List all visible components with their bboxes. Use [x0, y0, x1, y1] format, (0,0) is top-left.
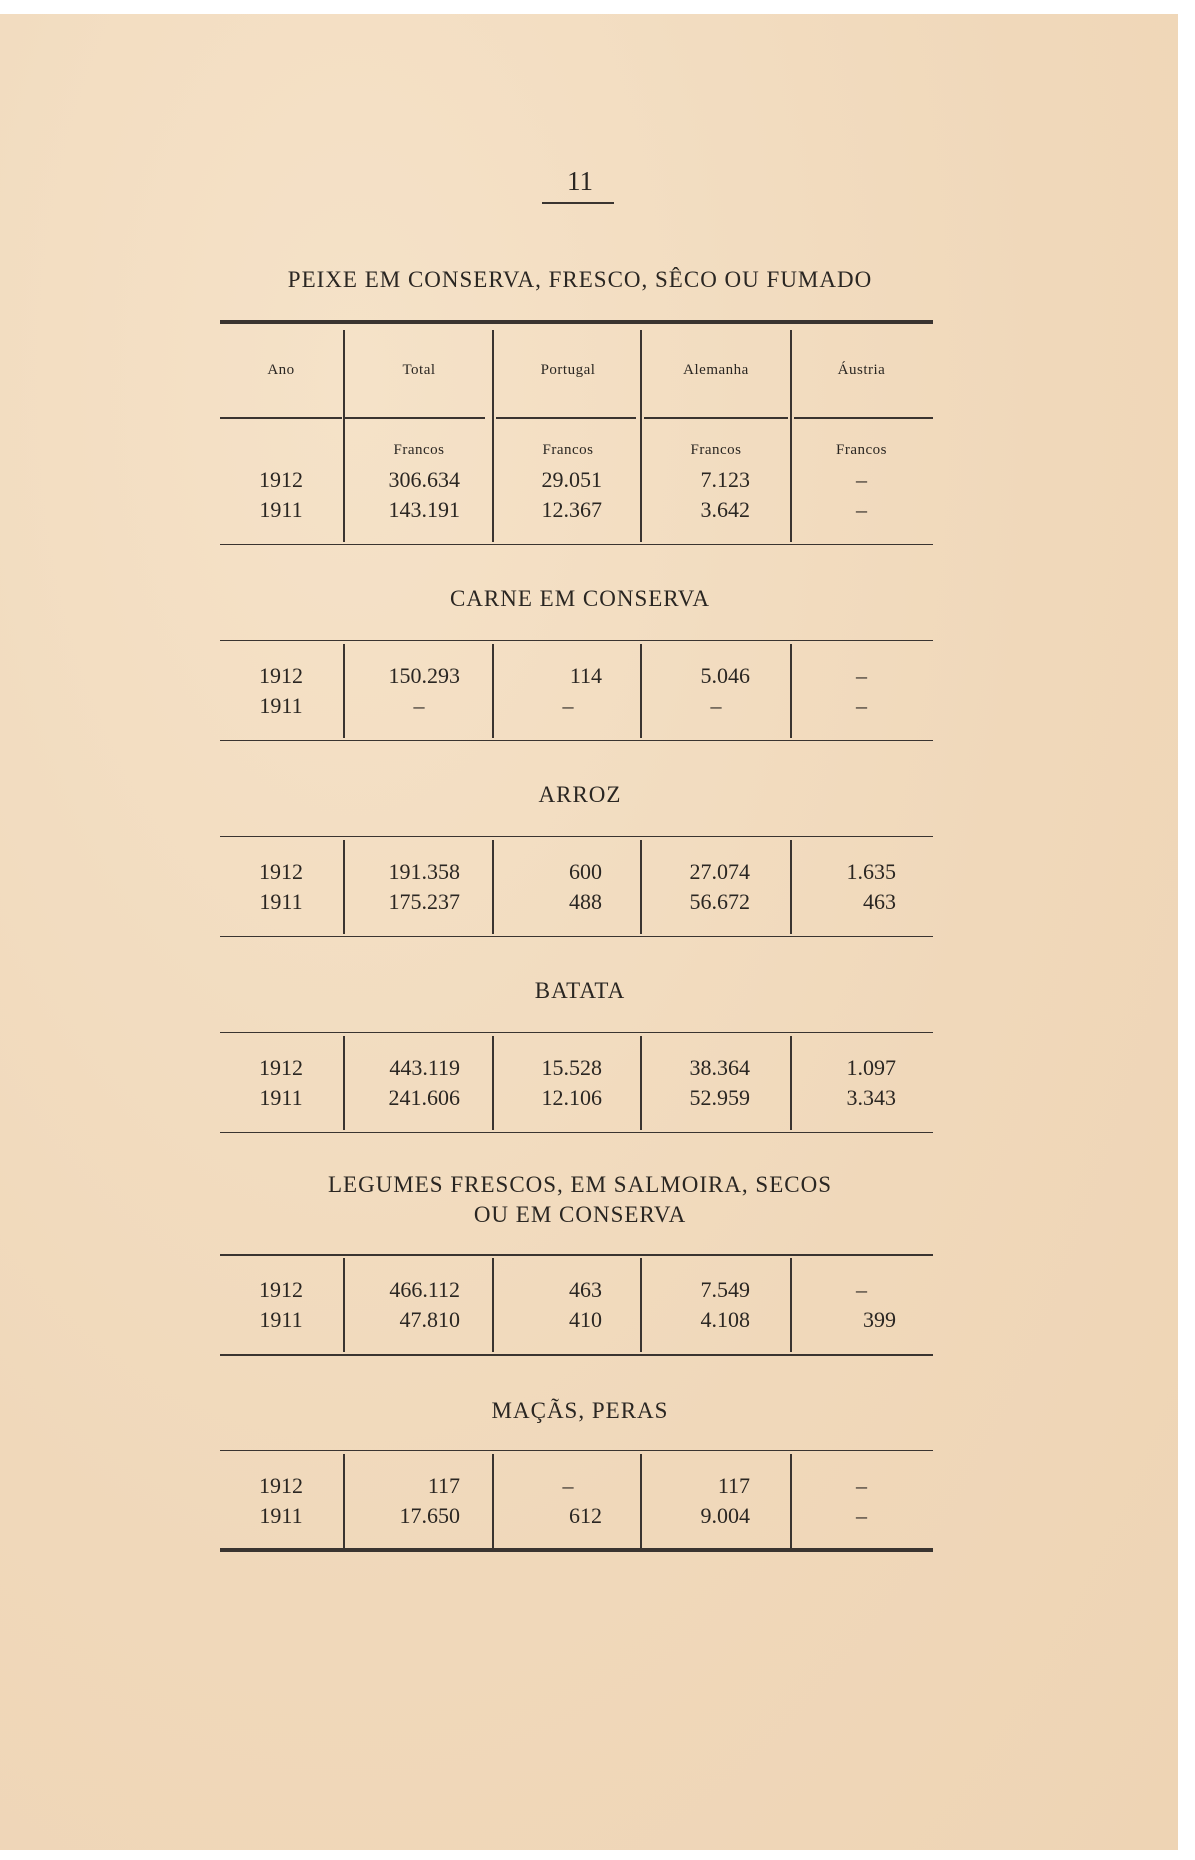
table-bottom-rule: [220, 1548, 933, 1552]
cell-portugal: 29.051: [541, 467, 602, 492]
column-rule: [640, 1454, 642, 1548]
cell-alemanha: 7.123: [700, 467, 750, 492]
cell-total: 117: [427, 1473, 460, 1498]
section-rule: [220, 936, 933, 937]
column-rule: [492, 1036, 494, 1130]
cell-portugal: 612: [569, 1503, 602, 1528]
table-row-year: 1912: [259, 467, 303, 492]
column-rule: [640, 1258, 642, 1352]
section-title-batata: BATATA: [534, 978, 626, 1003]
cell-alemanha: 4.108: [700, 1307, 750, 1332]
unit-austria: Francos: [836, 442, 887, 458]
column-rule: [343, 1036, 345, 1130]
column-rule: [790, 840, 792, 934]
cell-total: 443.119: [389, 1055, 460, 1080]
cell-total: 306.634: [388, 467, 460, 492]
cell-alemanha: 52.959: [689, 1085, 750, 1110]
table-row-year: 1912: [259, 859, 303, 884]
unit-portugal: Francos: [542, 442, 594, 458]
header-rule: [644, 417, 788, 419]
header-ano: Ano: [267, 362, 295, 378]
column-rule: [343, 1454, 345, 1548]
cell-alemanha: 56.672: [689, 889, 750, 914]
cell-austria: 3.343: [846, 1085, 896, 1110]
column-rule: [492, 1258, 494, 1352]
cell-austria: –: [856, 1277, 867, 1302]
cell-portugal: 600: [569, 859, 602, 884]
table-row-year: 1912: [259, 1277, 303, 1302]
cell-portugal: 410: [569, 1307, 602, 1332]
section-rule: [220, 1254, 933, 1256]
cell-alemanha: 3.642: [700, 497, 750, 522]
header-austria: Áustria: [837, 362, 886, 378]
unit-total: Francos: [393, 442, 445, 458]
header-rule: [794, 417, 933, 419]
header-portugal: Portugal: [540, 362, 596, 378]
cell-total: 466.112: [389, 1277, 460, 1302]
table-row-year: 1911: [259, 497, 303, 522]
cell-austria: 399: [863, 1307, 896, 1332]
section-rule: [220, 1450, 933, 1451]
cell-portugal: 12.106: [541, 1085, 602, 1110]
cell-alemanha: 5.046: [700, 663, 750, 688]
table-row-year: 1911: [259, 693, 303, 718]
header-alemanha: Alemanha: [683, 362, 749, 378]
section-rule: [220, 640, 933, 641]
table-row-year: 1911: [259, 1085, 303, 1110]
cell-total: 175.237: [388, 889, 460, 914]
header-rule: [220, 417, 342, 419]
cell-total: 150.293: [388, 663, 460, 688]
section-title-arroz: ARROZ: [538, 782, 622, 807]
page-number-underline: [542, 202, 614, 204]
section-rule: [220, 1354, 933, 1356]
cell-portugal: 463: [569, 1277, 602, 1302]
cell-portugal: 15.528: [541, 1055, 602, 1080]
section-title-peixe: PEIXE EM CONSERVA, FRESCO, SÊCO OU FUMADO: [287, 267, 873, 292]
header-total: Total: [402, 362, 436, 378]
section-title-legumes-line2: OU EM CONSERVA: [473, 1202, 687, 1227]
cell-austria: –: [856, 497, 867, 522]
column-rule: [790, 644, 792, 738]
table-row-year: 1911: [259, 1307, 303, 1332]
column-rule: [640, 840, 642, 934]
section-title-carne: CARNE EM CONSERVA: [449, 586, 711, 611]
column-rule: [790, 1036, 792, 1130]
cell-total: –: [413, 693, 425, 718]
table-row-year: 1911: [259, 889, 303, 914]
header-rule: [345, 417, 485, 419]
cell-austria: –: [856, 1473, 867, 1498]
section-rule: [220, 544, 933, 545]
column-rule: [790, 1454, 792, 1548]
cell-austria: 463: [863, 889, 896, 914]
table-top-rule: [220, 320, 933, 324]
cell-austria: –: [856, 693, 867, 718]
table-row-year: 1911: [259, 1503, 303, 1528]
column-rule: [492, 644, 494, 738]
cell-portugal: 488: [569, 889, 602, 914]
column-rule: [790, 1258, 792, 1352]
unit-alemanha: Francos: [690, 442, 742, 458]
page-number: 11: [567, 166, 593, 196]
cell-alemanha: 9.004: [700, 1503, 750, 1528]
section-rule: [220, 1132, 933, 1133]
column-rule: [343, 644, 345, 738]
cell-portugal: 12.367: [541, 497, 602, 522]
cell-total: 47.810: [399, 1307, 460, 1332]
cell-portugal: –: [562, 693, 574, 718]
cell-austria: –: [856, 467, 867, 492]
cell-alemanha: 38.364: [689, 1055, 750, 1080]
table-row-year: 1912: [259, 663, 303, 688]
cell-total: 241.606: [388, 1085, 460, 1110]
cell-total: 17.650: [399, 1503, 460, 1528]
column-rule: [492, 840, 494, 934]
column-rule: [492, 1454, 494, 1548]
header-rule: [496, 417, 636, 419]
cell-austria: –: [856, 1503, 867, 1528]
column-rule: [640, 644, 642, 738]
cell-austria: 1.635: [846, 859, 896, 884]
column-rule: [640, 1036, 642, 1130]
cell-alemanha: –: [710, 693, 722, 718]
cell-alemanha: 7.549: [700, 1277, 750, 1302]
section-title-legumes: LEGUMES FRESCOS, EM SALMOIRA, SECOS: [327, 1172, 833, 1197]
cell-portugal: –: [562, 1473, 574, 1498]
table-row-year: 1912: [259, 1055, 303, 1080]
cell-austria: 1.097: [846, 1055, 896, 1080]
cell-total: 143.191: [388, 497, 460, 522]
table-row-year: 1912: [259, 1473, 303, 1498]
cell-total: 191.358: [388, 859, 460, 884]
section-rule: [220, 836, 933, 837]
section-title-macas: MAÇÃS, PERAS: [491, 1398, 669, 1423]
column-rule: [343, 1258, 345, 1352]
section-rule: [220, 740, 933, 741]
section-rule: [220, 1032, 933, 1033]
cell-alemanha: 27.074: [689, 859, 750, 884]
cell-austria: –: [856, 663, 867, 688]
cell-alemanha: 117: [717, 1473, 750, 1498]
column-rule: [343, 840, 345, 934]
cell-portugal: 114: [569, 663, 602, 688]
